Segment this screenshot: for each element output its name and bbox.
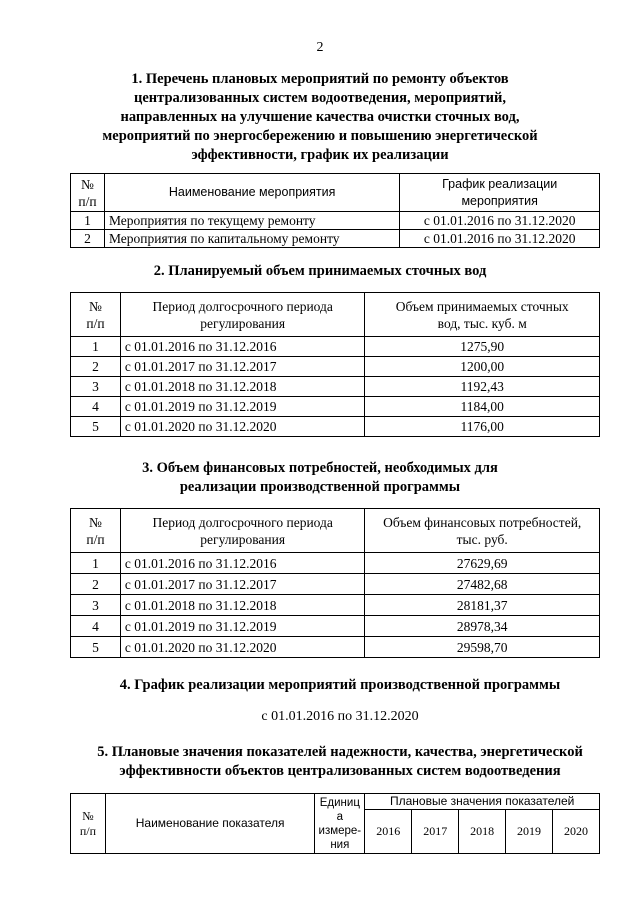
header-unit: Единиц а измере- ния (315, 794, 365, 854)
table-header-row (71, 794, 600, 810)
section1-title: 1. Перечень плановых мероприятий по ремонту объектов централизованных систем водоотведения, мероприятий, направленных на улучшение качества очистки сточных вод, мероприятий по энергосбережению и повышению энергетической эффективности, график их реализации (102, 71, 538, 163)
table-row: 4 с 01.01.2019 по 31.12.2019 28978,34 (71, 616, 600, 637)
header-indicator-name: Наименование показателя (105, 794, 314, 854)
header-schedule: График реализации мероприятия (400, 174, 600, 212)
header-year: 2019 (506, 810, 553, 854)
section2-table (70, 292, 600, 437)
table-row: 3 с 01.01.2018 по 31.12.2018 28181,37 (71, 595, 600, 616)
table-row: 5 с 01.01.2020 по 31.12.2020 29598,70 (71, 637, 600, 658)
table-header-row: № п/п Период долгосрочного периода регулирования Объем финансовых потребностей, тыс. руб. (71, 509, 600, 553)
table-row: 2 с 01.01.2017 по 31.12.2017 1200,00 (71, 357, 600, 377)
header-year: 2018 (459, 810, 506, 854)
header-num: № п/п (71, 794, 106, 854)
header-num: № п/п (71, 174, 105, 212)
page-number: 2 (316, 40, 324, 55)
header-planned-values: Плановые значения показателей (365, 794, 600, 810)
table-header-row (71, 174, 600, 212)
table-row: 4 с 01.01.2019 по 31.12.2019 1184,00 (71, 397, 600, 417)
table-header-row: № п/п Период долгосрочного периода регулирования Объем принимаемых сточных вод, тыс. куб. м (71, 293, 600, 337)
section2-title: 2. Планируемый объем принимаемых сточных вод (153, 263, 487, 279)
header-year: 2020 (553, 810, 600, 854)
table-row: 5 с 01.01.2020 по 31.12.2020 1176,00 (71, 417, 600, 437)
header-year: 2016 (365, 810, 412, 854)
section4-title: 4. График реализации мероприятий производственной программы (119, 677, 561, 693)
table-row: 1 с 01.01.2016 по 31.12.2016 27629,69 (71, 553, 600, 574)
section5-title: 5. Плановые значения показателей надежности, качества, энергетической эффективности объектов централизованных систем водоотведения (97, 744, 583, 779)
section5-table (70, 793, 600, 854)
section1-table (70, 173, 600, 248)
header-year: 2017 (412, 810, 459, 854)
table-row: 3 с 01.01.2018 по 31.12.2018 1192,43 (71, 377, 600, 397)
section3-title: 3. Объем финансовых потребностей, необходимых для реализации производственной программы (142, 460, 498, 495)
section4-period: с 01.01.2016 по 31.12.2020 (261, 709, 419, 724)
section3-table (70, 508, 600, 658)
table-row: 1 с 01.01.2016 по 31.12.2016 1275,90 (71, 337, 600, 357)
table-row: 1 Мероприятия по текущему ремонту с 01.01.2016 по 31.12.2020 (71, 212, 600, 230)
table-row: 2 Мероприятия по капитальному ремонту с 01.01.2016 по 31.12.2020 (71, 230, 600, 248)
table-row: 2 с 01.01.2017 по 31.12.2017 27482,68 (71, 574, 600, 595)
header-activity-name: Наименование мероприятия (104, 174, 399, 212)
